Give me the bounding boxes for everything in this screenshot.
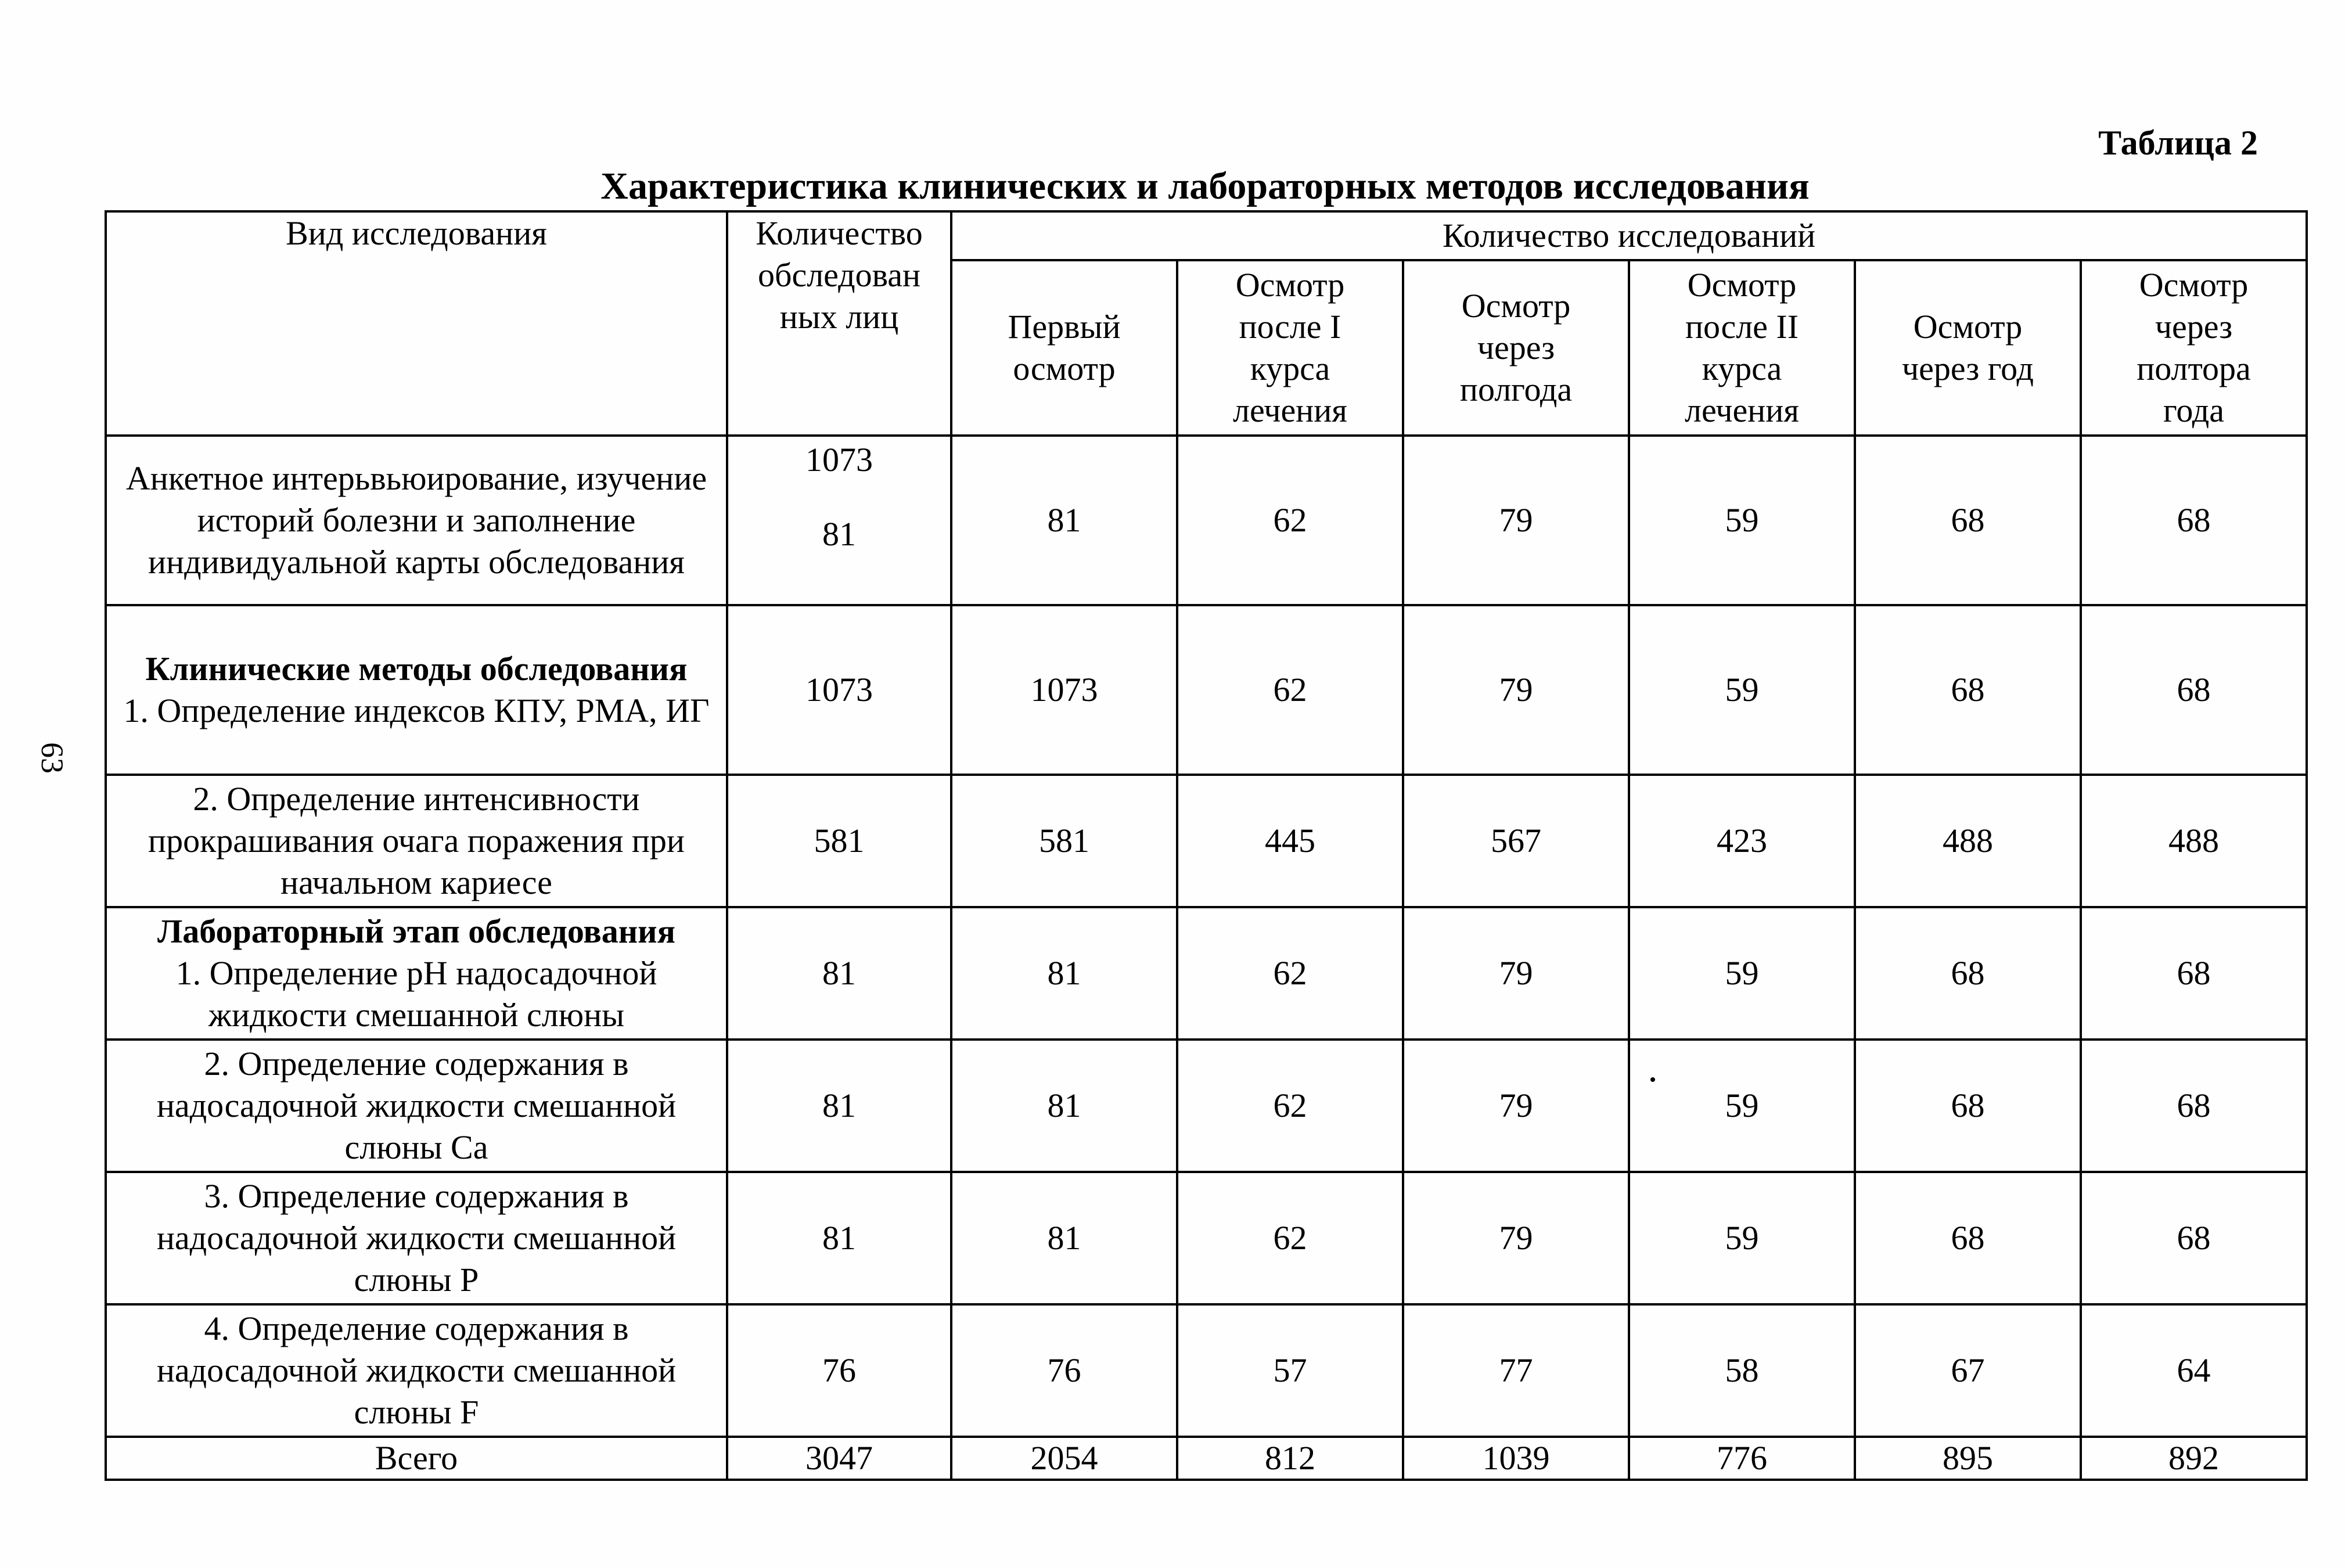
header-studies-label: Количество исследований [1442, 217, 1816, 254]
value-cell: 581 [951, 775, 1177, 907]
value-cell: 68 [2081, 1172, 2307, 1304]
value-cell: 68 [2081, 605, 2307, 775]
row-label: 2. Определение содержания в надосадочной жидкости смешанной слюны Ca [106, 1040, 727, 1172]
header-line: через [2155, 308, 2233, 346]
header-one-year [1855, 260, 2081, 436]
total-persons: 3047 [727, 1437, 951, 1480]
persons-value: 581 [727, 775, 951, 907]
value-cell: 68 [2081, 1040, 2307, 1172]
header-one-and-half-year [2081, 260, 2307, 436]
total-value: 776 [1629, 1437, 1855, 1480]
value-cell: 488 [1855, 775, 2081, 907]
total-value: 895 [1855, 1437, 2081, 1480]
value-cell: 68 [1855, 1172, 2081, 1304]
header-row [106, 211, 2307, 260]
research-methods-table [105, 210, 2308, 1481]
header-line: после II [1685, 308, 1799, 346]
table-row [106, 907, 2307, 1040]
table-row [106, 1040, 2307, 1172]
header-line: лечения [1685, 391, 1799, 429]
header-line: курса [1702, 350, 1782, 387]
value-cell: 62 [1177, 907, 1403, 1040]
row-label-cell [106, 605, 727, 775]
header-persons-line: обследован [757, 256, 921, 294]
value-cell: 59 [1629, 1172, 1855, 1304]
persons-value: 81 [822, 515, 856, 553]
row-label: 2. Определение интенсивности прокрашивания очага поражения при начальном кариесе [106, 775, 727, 907]
value-cell: 79 [1403, 436, 1629, 605]
header-persons [727, 211, 951, 436]
header-line: полтора [2137, 350, 2251, 387]
header-line: Осмотр [1913, 308, 2023, 346]
header-line: через [1477, 329, 1555, 366]
table-row [106, 605, 2307, 775]
value-cell: 68 [2081, 436, 2307, 605]
row-label: 1. Определение pH надосадочной жидкости смешанной слюны [175, 954, 657, 1034]
row-label: Анкетное интерьвьюирование, изучение историй болезни и заполнение индивидуальной карты обследования [106, 436, 727, 605]
value-cell: 59 [1629, 1040, 1855, 1172]
section-heading: Лабораторный этап обследования [157, 912, 675, 950]
persons-value: 1073 [727, 605, 951, 775]
table-label: Таблица 2 [2098, 124, 2258, 162]
total-label: Всего [106, 1437, 727, 1480]
header-line: года [2163, 391, 2224, 429]
table-row [106, 1172, 2307, 1304]
value-cell: 76 [951, 1304, 1177, 1437]
value-cell: 62 [1177, 605, 1403, 775]
header-line: Осмотр [1235, 266, 1345, 304]
persons-value-top: 1073 [805, 441, 873, 479]
header-line: через год [1902, 350, 2034, 387]
header-after-course-1 [1177, 260, 1403, 436]
total-value: 2054 [951, 1437, 1177, 1480]
value-cell: 68 [1855, 907, 2081, 1040]
persons-value: 81 [727, 1172, 951, 1304]
persons-value: 76 [727, 1304, 951, 1437]
value-cell: 68 [1855, 1040, 2081, 1172]
value-cell: 68 [1855, 605, 2081, 775]
header-half-year [1403, 260, 1629, 436]
row-label: 4. Определение содержания в надосадочной жидкости смешанной слюны F [106, 1304, 727, 1437]
total-row [106, 1437, 2307, 1480]
table-title: Характеристика клинических и лабораторных методов исследования [600, 165, 1810, 207]
header-line: осмотр [1013, 350, 1116, 387]
header-line: после I [1239, 308, 1341, 346]
total-value: 1039 [1403, 1437, 1629, 1480]
value-cell: 59 [1629, 605, 1855, 775]
header-line: Осмотр [1687, 266, 1797, 304]
value-cell: 81 [951, 436, 1177, 605]
value-cell: 81 [951, 907, 1177, 1040]
header-line: Осмотр [1461, 287, 1571, 325]
value-cell: 68 [2081, 907, 2307, 1040]
row-label: 1. Определение индексов КПУ, РМА, ИГ [123, 692, 710, 729]
header-studies [951, 211, 2307, 260]
header-persons-line: Количество [756, 214, 923, 252]
value-cell: 62 [1177, 1172, 1403, 1304]
persons-cell [727, 436, 951, 605]
row-label: 3. Определение содержания в надосадочной жидкости смешанной слюны P [106, 1172, 727, 1304]
value-cell: 79 [1403, 907, 1629, 1040]
value-cell: 423 [1629, 775, 1855, 907]
value-cell: 59 [1629, 436, 1855, 605]
value-cell: 488 [2081, 775, 2307, 907]
page-number: 63 [35, 742, 70, 774]
value-cell: 57 [1177, 1304, 1403, 1437]
persons-value: 81 [727, 907, 951, 1040]
header-line: Осмотр [2139, 266, 2249, 304]
value-cell: 567 [1403, 775, 1629, 907]
table-row [106, 436, 2307, 605]
total-value: 812 [1177, 1437, 1403, 1480]
value-cell: 81 [951, 1040, 1177, 1172]
header-line: Первый [1008, 308, 1121, 346]
table-row [106, 1304, 2307, 1437]
value-cell: 68 [1855, 436, 2081, 605]
header-first-exam [951, 260, 1177, 436]
header-line: курса [1250, 350, 1330, 387]
header-after-course-2 [1629, 260, 1855, 436]
value-cell: 64 [2081, 1304, 2307, 1437]
value-cell: 445 [1177, 775, 1403, 907]
section-heading: Клинические методы обследования [145, 650, 688, 688]
total-value: 892 [2081, 1437, 2307, 1480]
value-cell: 79 [1403, 605, 1629, 775]
value-cell: 81 [951, 1172, 1177, 1304]
scan-speck [1650, 1077, 1655, 1082]
persons-value: 81 [727, 1040, 951, 1172]
header-persons-line: ных лиц [779, 298, 899, 336]
header-line: полгода [1459, 371, 1573, 408]
value-cell: 62 [1177, 436, 1403, 605]
value-cell: 59 [1629, 907, 1855, 1040]
value-cell: 79 [1403, 1172, 1629, 1304]
value-cell: 1073 [951, 605, 1177, 775]
value-cell: 58 [1629, 1304, 1855, 1437]
header-type [106, 211, 727, 436]
value-cell: 79 [1403, 1040, 1629, 1172]
value-cell: 67 [1855, 1304, 2081, 1437]
row-label-cell [106, 907, 727, 1040]
header-type-label: Вид исследования [286, 214, 547, 252]
table-row [106, 775, 2307, 907]
value-cell: 77 [1403, 1304, 1629, 1437]
value-cell: 62 [1177, 1040, 1403, 1172]
header-line: лечения [1233, 391, 1347, 429]
